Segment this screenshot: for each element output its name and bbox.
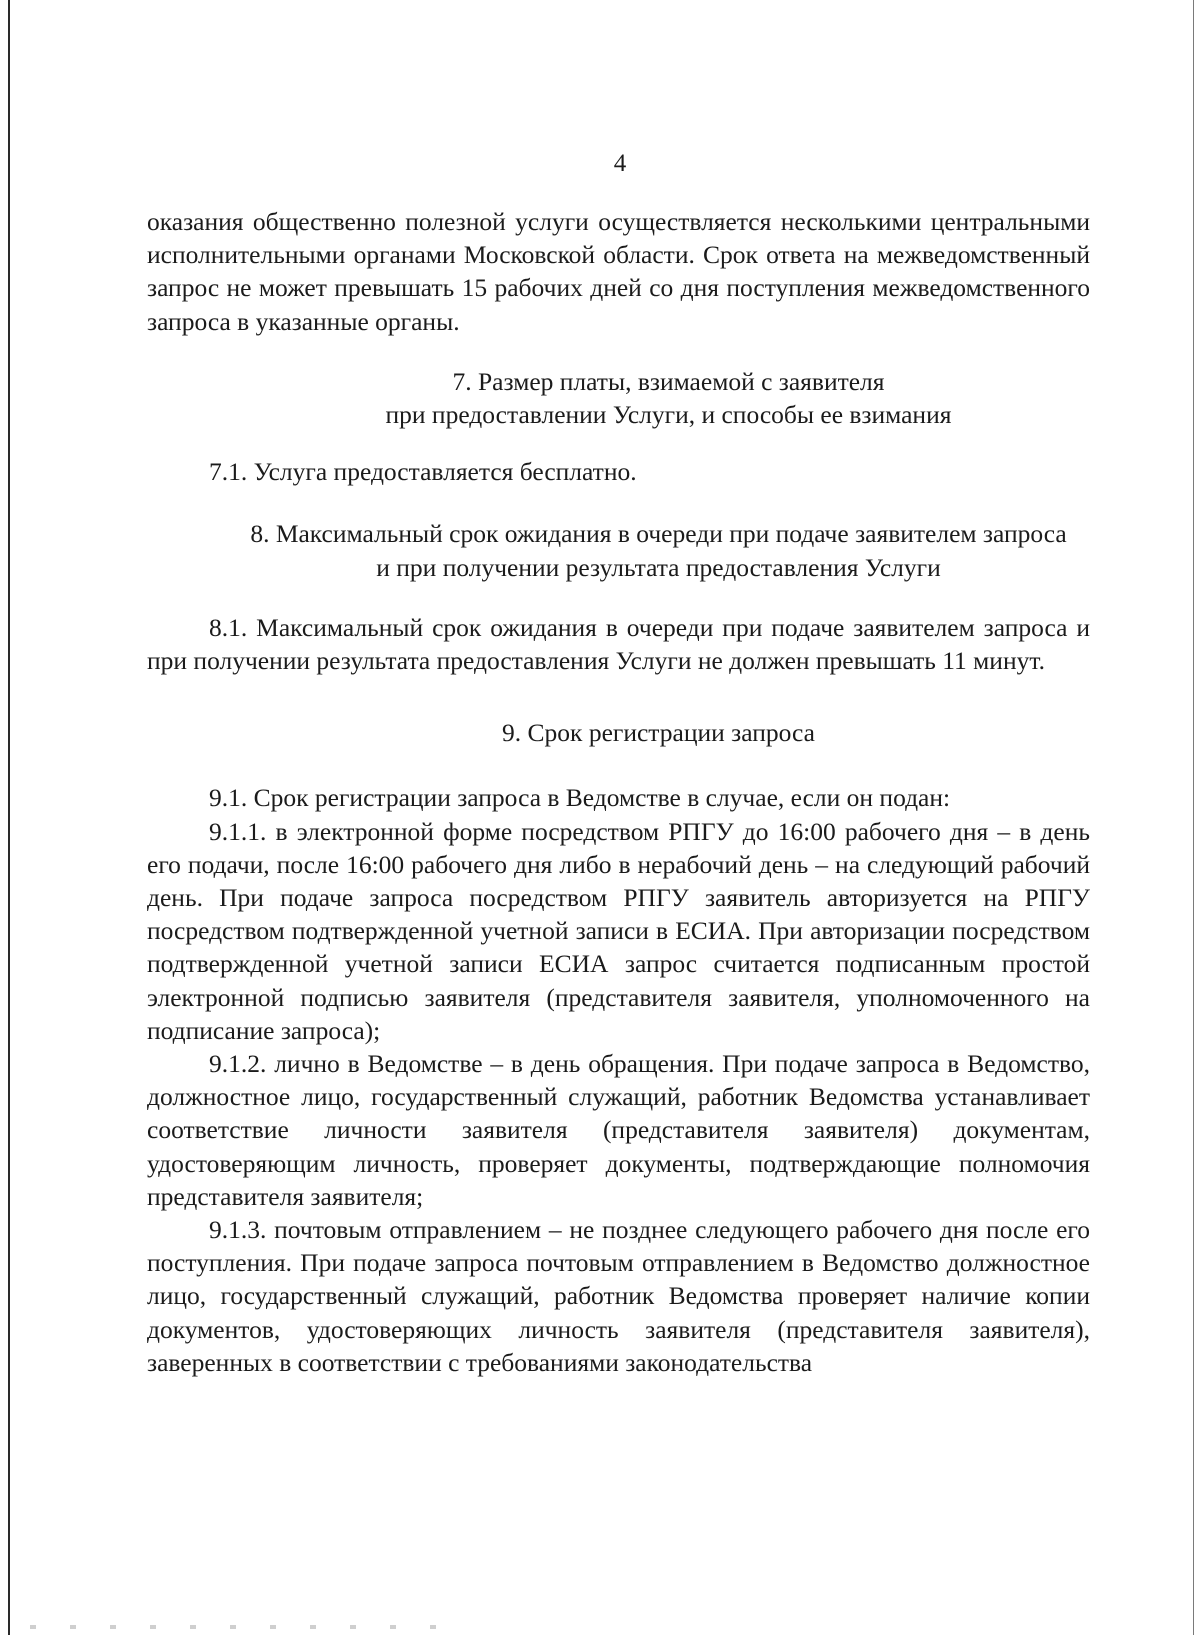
section-7-title-line-1: 7. Размер платы, взимаемой с заявителя [452, 366, 885, 396]
section-9-1-1-paragraph: 9.1.1. в электронной форме посредством РПГУ до 16:00 рабочего дня – в день его подачи, после 16:00 рабочего дня либо в нерабочий день – на следующий рабочий день. При подаче запроса посредством РПГУ заявитель авторизуется на РПГУ посредством подтвержденной учетной записи в ЕСИА. При авторизации посредством подтвержденной учетной записи ЕСИА запрос считается подписанным простой электронной подписью заявителя (представителя заявителя, уполномоченного на подписание запроса); [147, 816, 1090, 1045]
section-8-title-line-1: 8. Максимальный срок ожидания в очереди при подаче заявителем запроса [250, 519, 1067, 549]
section-8-title-line-2: и при получении результата предоставления Услуги [376, 552, 941, 582]
intro-paragraph: оказания общественно полезной услуги осуществляется несколькими центральными исполнительными органами Московской области. Срок ответа на межведомственный запрос не может превышать 15 рабочих дней со дня поступления межведомственного запроса в указанные органы. [147, 207, 1090, 336]
document-body [147, 205, 1090, 1379]
page-number: 4 [613, 150, 627, 177]
scan-left-edge [8, 0, 10, 1635]
scan-right-edge [1193, 0, 1194, 1635]
section-9-1-2-paragraph: 9.1.2. лично в Ведомстве – в день обращения. При подаче запроса в Ведомство, должностное лицо, государственный служащий, работник Ведомства устанавливает соответствие личности заявителя (представителя заявителя) документам, удостоверяющим личность, проверяет документы, подтверждающие полномочия представителя заявителя; [147, 1049, 1090, 1211]
section-9-title: 9. Срок регистрации запроса [502, 718, 815, 748]
section-7-title-line-2: при предоставлении Услуги, и способы ее взимания [385, 400, 952, 430]
section-9-1-3-paragraph: 9.1.3. почтовым отправлением – не позднее следующего рабочего дня после его поступления. При подаче запроса почтовым отправлением в Ведомство должностное лицо, государственный служащий, работник Ведомства проверяет наличие копии документов, удостоверяющих личность заявителя (представителя заявителя), заверенных в соответствии с требованиями законодательства [147, 1215, 1090, 1377]
section-9-1-paragraph: 9.1. Срок регистрации запроса в Ведомстве в случае, если он подан: [209, 783, 951, 813]
section-7-1-paragraph: 7.1. Услуга предоставляется бесплатно. [209, 457, 637, 487]
section-8-1-paragraph: 8.1. Максимальный срок ожидания в очереди при подаче заявителем запроса и при получении результата предоставления Услуги не должен превышать 11 минут. [147, 612, 1090, 676]
scan-footer-noise [30, 1625, 450, 1629]
